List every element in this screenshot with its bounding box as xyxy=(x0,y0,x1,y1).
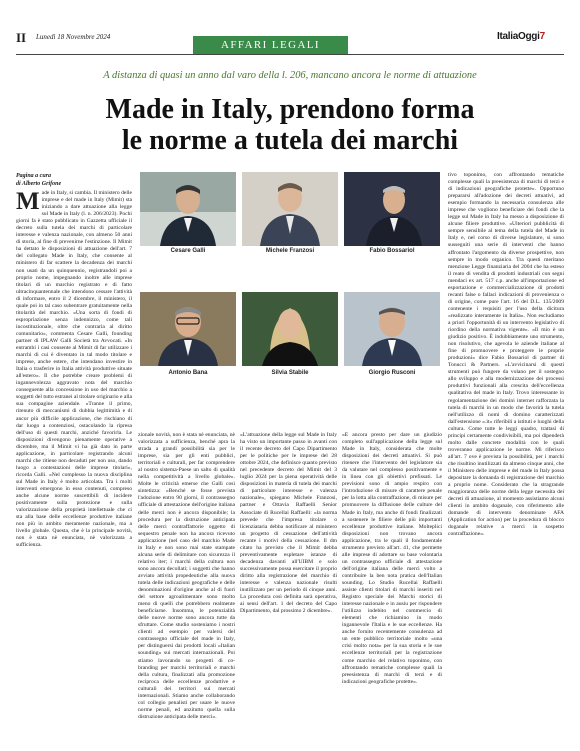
article-column-3 xyxy=(240,432,337,735)
byline-author: di Alberto Grifone xyxy=(16,181,62,187)
article-column-2 xyxy=(138,432,235,735)
portrait-photo xyxy=(344,292,440,366)
byline-line-1: Pagina a cura xyxy=(16,173,52,179)
portrait-photo xyxy=(242,292,338,366)
portrait-gallery xyxy=(136,172,444,430)
title-line-2: le norme a tutela dei marchi xyxy=(121,125,459,156)
logo-number: 7 xyxy=(539,31,545,42)
portrait-photo xyxy=(140,292,236,366)
portrait-photo xyxy=(140,172,236,246)
header-rule xyxy=(16,54,564,55)
portrait-caption: Michele Franzosi xyxy=(265,248,315,254)
portrait-caption: Cesare Galli xyxy=(170,248,206,254)
column-4-text: «È ancora presto per dare un giudizio completo sull'applicazione della legge sul Made in Italy, considerata che molte disposizioni dei decreti attuativi. Si può ritenere che l'intervento del legislatore sia da valutare nel complesso positivamente e in linea con gli obiettivi prefissati. Le previsioni sono di ampio respiro con l'introduzione di misure di carattere penale per la lotta alla contraffazione, di misure per promuovere la diffusione delle culture del Made in Italy, ma anche di fondi finalizzati a sostenere le filiere delle più importanti eccellenze produttive italiane. Molteplici disposizioni non trovano ancora applicazione, tra le quali il fondamentale strumento previsto all'art. 41, che permette alle imprese di adottare su base volontaria un contrassegno ufficiale di attestazione dell'origine italiana delle merci volto a contribuire la ben nota pratica dell'Italian sounding. Lo Studio Rucellai Raffaelli assiste clienti titolari di marchi inseriti nel Registro speciale dei Marchi storici di interesse nazionale e in ausiu per rispondere l'utilizzo indebito nel commercio di elementi che richiamino in modo ingannevole l'Italia e le sue eccellenze. Ha anche fornito recentemente consulenza ad un ente pubblico territoriale molto «una crisi molto nota» per la sua storia e le sue eccellenze territoriali per la registrazione come marchio del relativo toponimo, con affrontando tematiche complesse quali la preesistenza di marchi di terzi e di indicazioni geografiche protette». xyxy=(342,432,442,685)
masthead-logo xyxy=(497,31,545,42)
drop-cap: M xyxy=(16,190,40,215)
page-number: II xyxy=(16,30,27,45)
article-column-4 xyxy=(342,432,442,735)
portrait-caption: Fabio Bossariol xyxy=(369,248,415,254)
article-column-5 xyxy=(448,172,564,735)
portrait-photo xyxy=(242,172,338,246)
article-column-1 xyxy=(16,190,132,735)
column-3-text: «L'attuazione della legge sul Made in Italy ha visto un importante passo in avanti con il recente decreto del Capo Dipartimento per le politiche per le imprese del 28 ottobre 2024, che definisce quanto previsto nel precedente decreto del Mimit del 3 luglio 2024 per la piena operatività delle disposizioni in materia di tutela dei marchi di particolare interesse e valenza nazionale», spiegano Michele Franzosi, partner e Ottavia Raffaelli Senior Associate di Rucellai Raffaelli: «la norma prevede che l'impresa titolare o licenziataria debba notificare al ministero un progetto di cessazione dell'attività recante i motivi della cessazione. Il dm citato ha previsto che il Mimit debba preventivamente espletare istanze di decadenza davanti all'UIBM e solo successivamente possa esercitare il proprio diritto alla registrazione del marchio di interesse e valenza nazionale risulti inutilizzato per un periodo di cinque anni. La procedura così definita sarà operativa, ai sensi dell'art. 1 del decreto del Capo Dipartimento, dal prossimo 2 dicembre». xyxy=(240,432,337,615)
portrait-photo xyxy=(344,172,440,246)
portrait-caption: Giorgio Rusconi xyxy=(368,370,416,376)
portrait-caption: Antonio Bana xyxy=(168,370,208,376)
column-5-text: tivo toponimo, con affrontando tematiche complesse quali la preesistenza di marchi di terzi e di indicazioni geografiche protette». Opportuno prepararsi all'adozione dei decreti attuativi, ad esempio formando la necessaria consulenza alle imprese che vogliono beneficiare dei fondi che la legge sul Made in Italy ha messo a disposizione di alcune filiere produttive. «Ulteriori pubblicità di sempre sensibile al tema della tutela del Made in Italy e, nel corso di diverse legislature, si sono susseguiti una serie di interventi che hanno affrontato l'argomento da diverse prospettive, non sempre in modo organico. Tra questi meritano menzione Legge finanziaria del 2004 che ha esteso il reato di vendita di prodotti industriali con segni mendaci ex art. 517 c.p. anche all'importazione ed esportazione e commercializzazione di prodotti recanti false o fallaci indicazioni di provenienza o di origine, come pure l'art. 16 del D.L. 135/2009 contenente i requisiti per l'uso della dicitura «realizzato interamente in Italia». Non escludiamo a priori l'opportunità di un intervento legislativo di riordino della normativa vigente». «Il mio è un giudizio positivo. È indubbiamente uno strumento, non risolutivo, che agevola le aziende italiane al fine di promuovere e proteggere le proprie produzioni» dice Fabio Bossariol di partner di Tonucci & Partners. «L'avvicinarsi di questi strumenti può fungere da volano per il sostegno allo sviluppo e alla modernizzazione dei processi produttivi funzionali alla crescita dell'eccellenza qualitativa del made in Italy. Trovo interessante in regolamentazione dei domini internet rafforzata la tutela di marchi in un modo che favorirà la tutela nell'utilizzo di nomi di domino caratterizzati dall'estensione «.it» riferibili a istituti e luoghi della cultura. Come tutte le leggi quadro, trattasi di principi certamente condivisibili, ma poi dipenderà molto dalle concrete modalità con le quali troveranno applicazione le norme. Mi riferisco all'art. 7 ove è prevista la possibilità, per i marchi che risultino inutilizzati da almeno cinque anni, che il Ministero delle imprese e del made in Italy possa depositare la domanda di registrazione del marchio a proprio nome. Considerato che la stragrande maggioranza delle norme della legge necessita dei decreti di attuazione, al momento assistiamo alcuni clienti in ambito doganale, con riferimento alle domande di intervento denominate AFA (Application for action) per la procedura di blocco doganale relative a merci in sospetto contraffazione». xyxy=(448,172,564,538)
logo-text: ItaliaOggi xyxy=(497,31,540,42)
article-title xyxy=(16,94,564,156)
article-kicker: A distanza di quasi un anno dal varo della l. 206, mancano ancora le norme di attuazione xyxy=(103,70,477,81)
portrait-caption: Silvia Stabile xyxy=(271,370,309,376)
title-line-1: Made in Italy, prendono forma xyxy=(105,94,475,125)
issue-date: Lunedì 18 Novembre 2024 xyxy=(36,33,111,41)
column-1-text: ade in Italy, si cambia. Il ministero delle imprese e del made in Italy (Mimit) sta iniziando a dare attuazione alla legge sul Made in Italy (l. n. 206/2023). Pochi giorni fa è stato pubblicato in Gazzetta ufficiale il decreto sulla tutela dei marchi di particolare interesse e valenza nazionale, con almeno 50 anni di storia, al fine di prevenirne l'estinzione. Il Mimit ha dettato le disposizioni di attuazione dell'art. 7 del collegato Made in Italy, che consente al ministero di far scattere la decadenza dei marchi non usati da un quinquennio, registrandoli poi a proprio nome, impegnando inoltre alle imprese titolari di un marchio registrato e di fatto ultracinquantennale che intendono cessare l'attività di informare, entro il 2 dicembre, il ministero, il quale poi in tal caso subentrare gratuitamente nella titolarità del marchio. «Una sorta di fondi di espropriazione senza indennizzo, come tali incostituzionale, oltre che contraria al diritto comunitario», commenta Cesare Galli, founding partner di IPLAW Galli Società tra Avvocati. «In entrambi i casi consente al Mimit di far utilizzare i marchi di cui è diventato in tal modo titolare e imprese, anche estere, che intendano investire in Italia o trasferire in Italia attività produttive situate all'estero». Il che potrebbe creare problemi di ingannevolezza aggravato nota del marchio conseguente alla concessione in uso del marchio a soggetti del tutto estranei al titolare originario e alla sua compagine aziendale. «Tranne il primo, ritenuto di meccanismi di dubbia legittimità e di ancor più difficile applicazione, che rischiano di dar luogo a contenziosi, ostacolando la ripresa dell'uso di questi marchi, anziché favorirla. Le disposizioni divengono pienamente operative a dicembre, ma il Mimit vi ha già dato in parte applicazione, in particolare registrando alcuni marchi che ritiene non decaduti per non uso, dando luogo a contestazioni delle imprese titolari», ricorda Galli. «Nel complesso la nuova disciplina sul Made in Italy è molto articolata. Tra i molti interventi emergono in esso contenuti, compreso anche alcune norme suscettibili di incidere positivamente sulla protezione e sulla valorizzazione della proprietà intellettuale che ci sta alla base delle eccellenze produttive italiane non più in ambito meramente nazionale, ma a livello globale. Questa, che è la principale novità, non è stata nè enunciata, nè valorizzata a sufficienza. xyxy=(16,190,132,549)
byline xyxy=(16,172,136,188)
section-banner: AFFARI LEGALI xyxy=(193,36,348,54)
column-2-text: zionale novità, non è stata nè enunciata, nè valorizzata a sufficienza, benché apra la strada a grandi possibilità sia per le imprese, sia per gli enti pubblici, territoriali e culturali, per far comprendere al nostro sistema-Paese un salto di qualità nella competitività a livello globale». Molte le criticità emerse che Galli così sintetizza: «Benché se fosse prevista l'adozione entro 90 giorni, il contrassegno ufficiale di attestazione dell'origine italiana delle merci non è ancora disponibile; la procedura per la distruzione anticipata delle merci contraffattorie oggetto di sequestro penale non ha ancora ricevuto applicazione (nel caso del marchio Made in Italy e non sono mai state stampate alcuna serie di delimitare con sicurezza il relativo iter; i marchi della cultura non sono ancora decollati; i soggetti che hanno avviato attività propedeutiche alla nuova tutela delle indicazioni geografiche e delle denominazioni d'origine anche al di fuori del settore agroalimentare sono molto meno di quelli che potrebbero realmente beneficiarne. Insomma, le potenzialità delle nuove norme sono ancora tutte da sfruttare. Come studio sosteniamo i nostri clienti ad esempio per valersi del contrassegno ufficiale del made in Italy, per distinguersi dai prodotti locali «Italian sounding» sui mercati internazionali. Poi stiamo lavorando su progetti di co-branding per marchi territoriali e marchi della cultura, finalizzati alla promozione reciproca delle eccellenze produttive e culturali dei territori sui mercati internazionali. Stiamo anche collaborando col collegio penalisti per usare le nuove norme penali, ed anzitutto quella sulla distruzione anticipata delle merci». xyxy=(138,432,235,720)
